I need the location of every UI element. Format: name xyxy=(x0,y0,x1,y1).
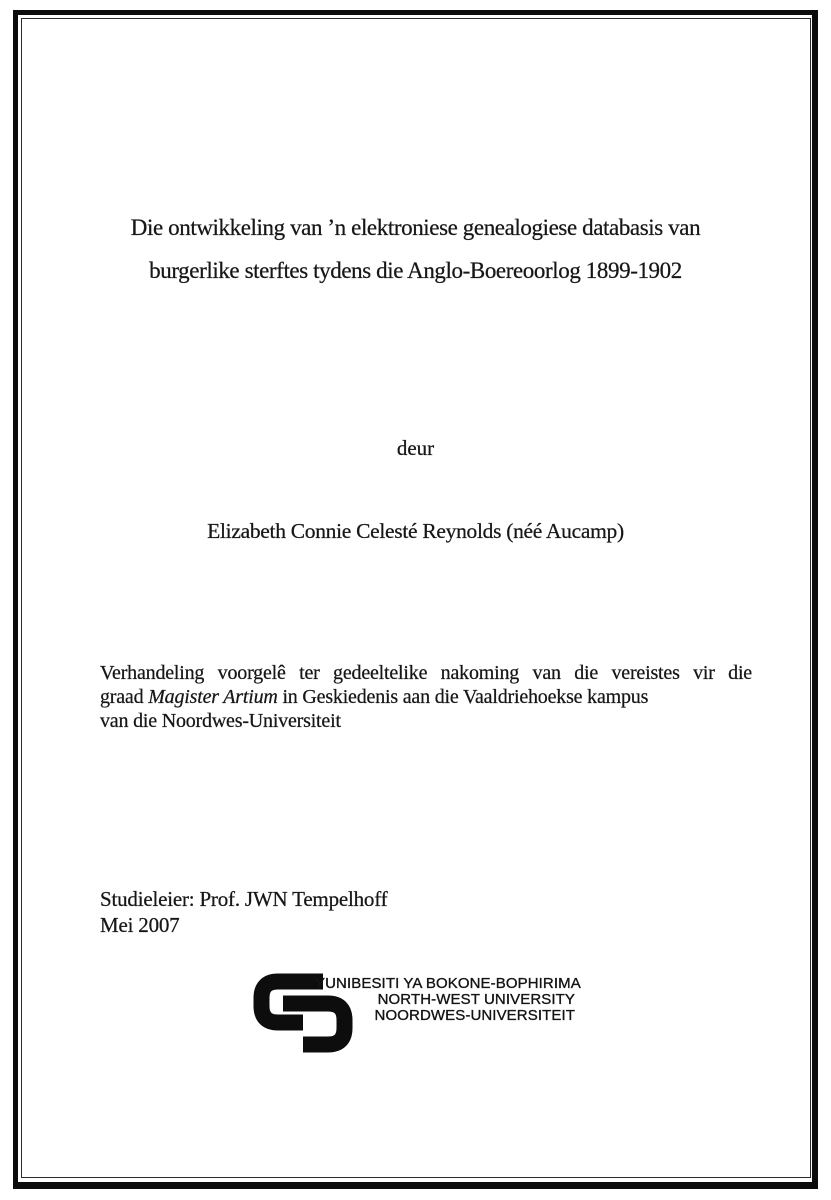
nwu-logo-line-2: NORTH-WEST UNIVERSITY xyxy=(377,990,575,1008)
author-name: Elizabeth Connie Celesté Reynolds (néé Aucamp) xyxy=(207,519,624,543)
submission-line-2-post: in Geskiedenis aan die Vaaldriehoekse kampus xyxy=(277,686,649,708)
degree-name-italic: Magister Artium xyxy=(148,686,278,708)
nwu-logo-text xyxy=(315,975,581,1024)
date-line: Mei 2007 xyxy=(100,912,180,937)
submission-line-3: van die Noordwes-Universiteit xyxy=(100,710,341,732)
title-line-2: burgerlike sterftes tydens die Anglo-Boereoorlog 1899-1902 xyxy=(149,258,682,283)
submission-line-2-pre: graad xyxy=(100,686,149,708)
supervisor-block xyxy=(100,887,387,938)
byline-deur: deur xyxy=(396,436,435,460)
submission-statement xyxy=(100,661,752,733)
nwu-logo xyxy=(253,971,583,1056)
title-line-1: Die ontwikkeling van ’n elektroniese genealogiese databasis van xyxy=(130,215,701,240)
nwu-logo-line-3: NOORDWES-UNIVERSITEIT xyxy=(374,1006,575,1024)
submission-line-1: Verhandeling voorgelê ter gedeeltelike nakoming van die vereistes vir die xyxy=(100,662,752,684)
supervisor-line: Studieleier: Prof. JWN Tempelhoff xyxy=(100,887,388,911)
nwu-logo-line-1: YUNIBESITI YA BOKONE-BOPHIRIMA xyxy=(315,975,581,992)
submission-line-2 xyxy=(100,685,752,709)
thesis-title xyxy=(60,206,771,292)
